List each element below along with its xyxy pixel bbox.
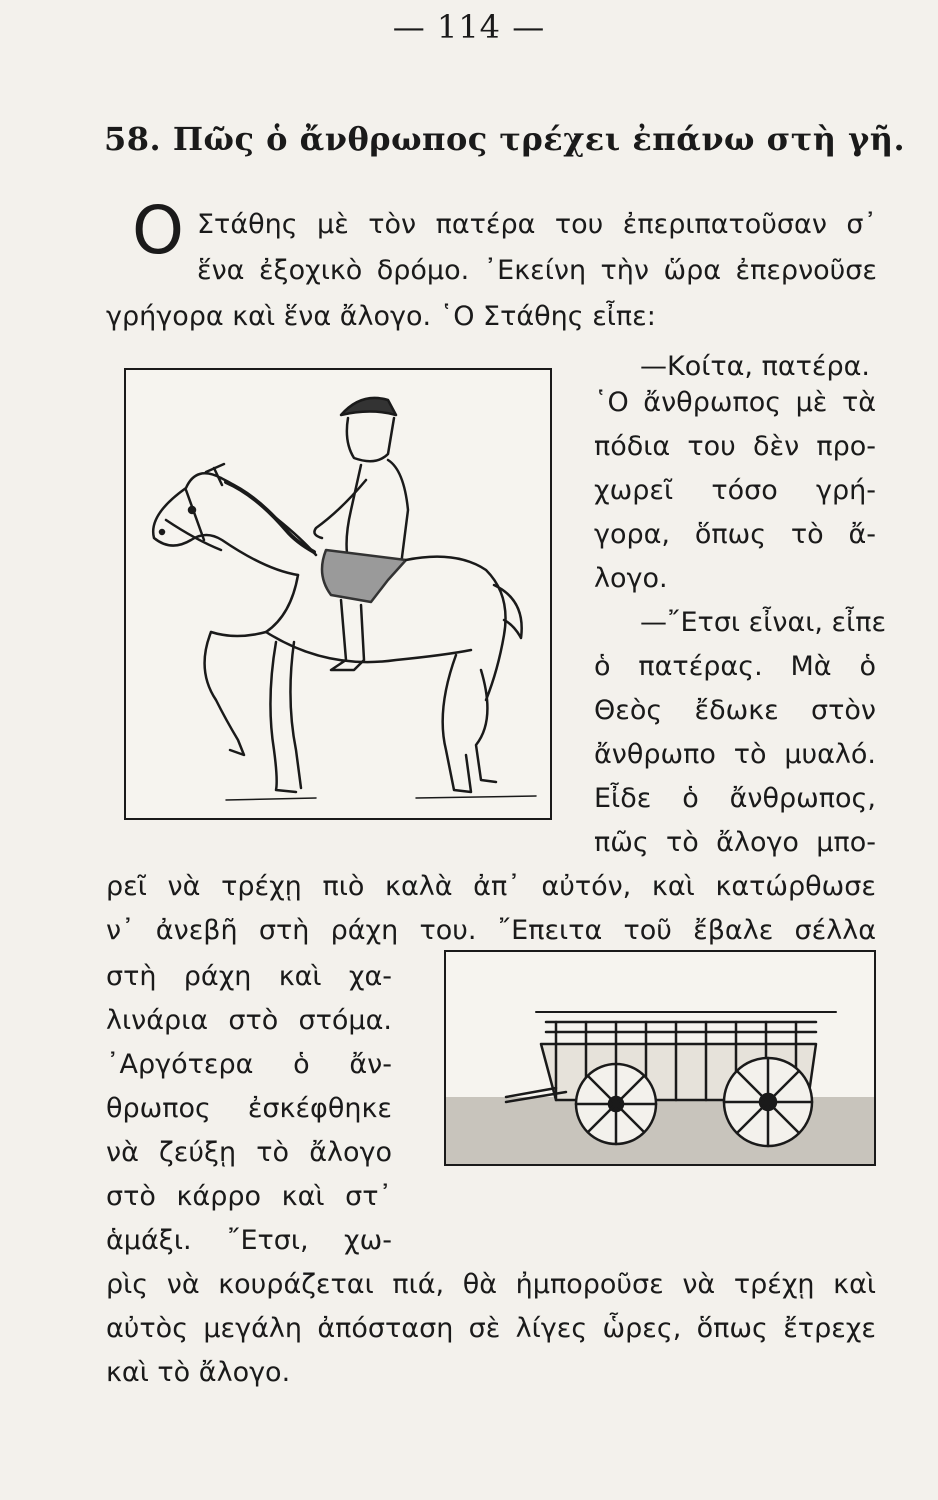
drop-cap: Ο	[132, 192, 184, 269]
text-line: θρωπος ἐσκέφθηκε	[106, 1093, 392, 1124]
horse-rider-figure	[124, 368, 552, 820]
chapter-title: 58. Πῶς ὁ ἄνθρωπος τρέχει ἐπάνω στὴ γῆ.	[104, 120, 906, 158]
text-line: αὐτὸς μεγάλη ἀπόσταση σὲ λίγες ὧρες, ὅπως ἔτρεχε	[106, 1313, 876, 1344]
text-line: Θεὸς ἔδωκε στὸν	[594, 695, 876, 726]
text-line: ῾Ο ἄνθρωπος μὲ τὰ	[594, 387, 876, 418]
text-line: καὶ τὸ ἄλογο.	[106, 1357, 291, 1388]
text-line: ὁ πατέρας. Μὰ ὁ	[594, 651, 876, 682]
wooden-cart-illustration	[446, 952, 874, 1164]
text-line: πῶς τὸ ἄλογο μπο-	[594, 827, 876, 858]
text-line: λογο.	[594, 563, 668, 594]
printer-imprint-faint	[110, 1382, 870, 1394]
text-line: —῎Ετσι εἶναι, εἶπε	[640, 607, 887, 638]
text-line: ρὶς νὰ κουράζεται πιά, θὰ ἠμποροῦσε νὰ τρέχῃ καὶ	[106, 1269, 876, 1300]
page-number: — 114 —	[392, 8, 546, 46]
text-line: ᾽Αργότερα ὁ ἄν-	[106, 1049, 392, 1080]
text-line: πόδια του δὲν προ-	[594, 431, 876, 462]
text-line: γορα, ὅπως τὸ ἄ-	[594, 519, 876, 550]
cart-figure	[444, 950, 876, 1166]
text-line: γρήγορα καὶ ἕνα ἄλογο. ῾Ο Στάθης εἶπε:	[106, 301, 656, 332]
text-line: λινάρια στὸ στόμα.	[106, 1005, 392, 1036]
text-line: στὴ ράχη καὶ χα-	[106, 961, 392, 992]
horse-with-rider-illustration	[126, 370, 550, 818]
text-line: ἄνθρωπο τὸ μυαλό.	[594, 739, 876, 770]
text-line: ν᾽ ἀνεβῆ στὴ ράχη του. ῎Επειτα τοῦ ἔβαλε σέλλα	[106, 915, 876, 946]
text-line: Στάθης μὲ τὸν πατέρα του ἐπεριπατοῦσαν σ᾽	[197, 209, 877, 240]
text-line: —Κοίτα, πατέρα.	[640, 351, 871, 382]
text-line: νὰ ζεύξῃ τὸ ἄλογο	[106, 1137, 392, 1168]
text-line: Εἶδε ὁ ἄνθρωπος,	[594, 783, 876, 814]
text-line: στὸ κάρρο καὶ στ᾽	[106, 1181, 392, 1212]
text-line: ρεῖ νὰ τρέχῃ πιὸ καλὰ ἀπ᾽ αὐτόν, καὶ κατώρθωσε	[106, 871, 876, 902]
text-line: ἕνα ἐξοχικὸ δρόμο. ᾽Εκείνη τὴν ὥρα ἐπερνοῦσε	[197, 255, 877, 286]
text-line: ἁμάξι. ῎Ετσι, χω-	[106, 1225, 392, 1256]
text-line: χωρεῖ τόσο γρή-	[594, 475, 876, 506]
